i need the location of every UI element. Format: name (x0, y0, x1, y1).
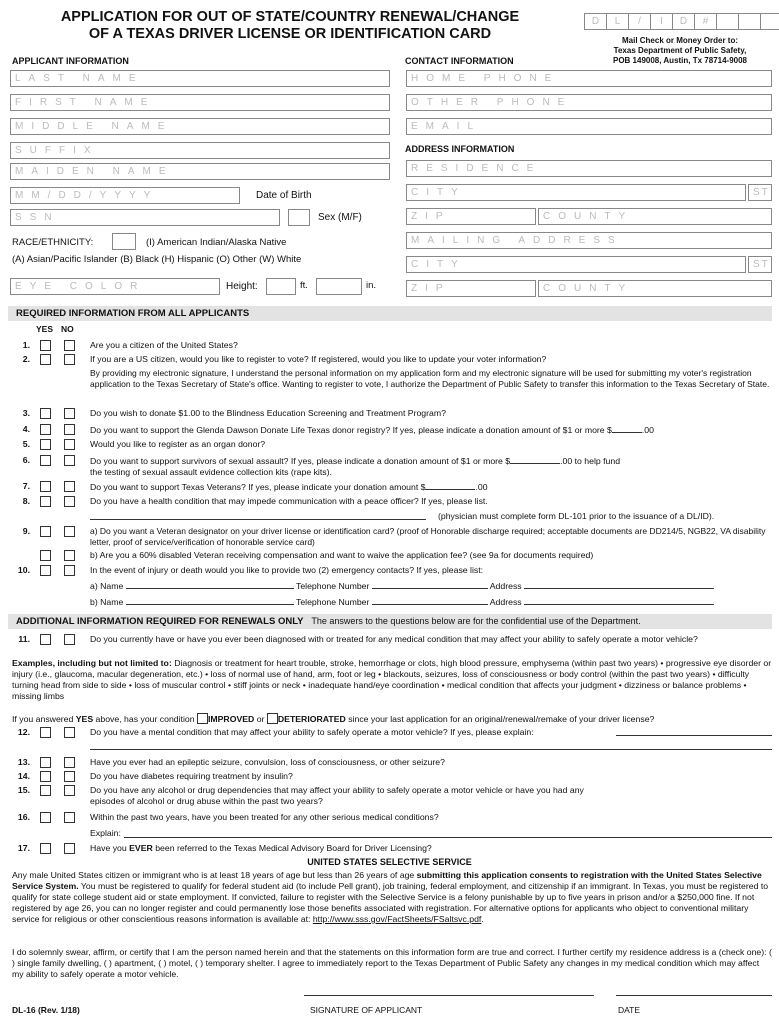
contact-b-phone-field[interactable] (372, 596, 488, 605)
q16-yes-checkbox[interactable] (40, 812, 51, 823)
q16-explain-line[interactable] (124, 837, 772, 838)
dlid-box[interactable]: L (606, 13, 628, 30)
suffix-field[interactable]: SUFFIX (10, 142, 390, 159)
q14-yes-checkbox[interactable] (40, 771, 51, 782)
first-name-field[interactable]: FIRST NAME (10, 94, 390, 111)
q2-no-checkbox[interactable] (64, 354, 75, 365)
contact-a-name-field[interactable] (126, 580, 294, 589)
mailing-zip-field[interactable]: ZIP (406, 280, 536, 297)
home-phone-field[interactable]: HOME PHONE (406, 70, 772, 87)
examples-text: Examples, including but not limited to: Diagnosis or treatment for heart trouble, stroke, hemorrhage or clots, high blood pressure, emphysema (within past two years) • progressive eye disorder or injury (i.e., glaucoma, macular degeneration, etc.) • loss of normal use of hand, arm, foot or leg • blackouts, seizures, loss of consciousness or body control (within the past two years) • difficulty turning head from side to side • loss of muscular control • stiff joints or neck • inadequate hand/eye coordination • medical condition that affects your judgment • dizziness or balance problems • missing limbs (12, 658, 772, 701)
q5-no-checkbox[interactable] (64, 439, 75, 450)
contact-a-address-field[interactable] (524, 580, 714, 589)
middle-name-field[interactable]: MIDDLE NAME (10, 118, 390, 135)
mailing-city-field[interactable]: CITY (406, 256, 746, 273)
oath-text: I do solemnly swear, affirm, or certify that I am the person named herein and that the statements on this information form are true and correct. I further certify my residence address is a (check one): ( ) single family dwelling, ( ) apartment, ( ) motel, ( ) temporary shelter. I agree to immediately report to the Texas Department of Public Safety any changes in my medical condition which may affect my ability to safely operate a motor vehicle. (12, 947, 772, 979)
q1-yes-checkbox[interactable] (40, 340, 51, 351)
dlid-box[interactable]: D (672, 13, 694, 30)
selective-service-heading: UNITED STATES SELECTIVE SERVICE (307, 857, 472, 867)
dlid-box[interactable]: / (628, 13, 650, 30)
q15-no-checkbox[interactable] (64, 785, 75, 796)
q7-amount-field[interactable] (425, 481, 475, 490)
q13-no-checkbox[interactable] (64, 757, 75, 768)
q8-no-checkbox[interactable] (64, 496, 75, 507)
q16-no-checkbox[interactable] (64, 812, 75, 823)
signature-line[interactable] (304, 995, 594, 996)
date-label: DATE (618, 1005, 641, 1015)
yes-label: YES (36, 324, 54, 334)
contact-heading: CONTACT INFORMATION (405, 56, 514, 66)
q10-no-checkbox[interactable] (64, 565, 75, 576)
q7-no-checkbox[interactable] (64, 481, 75, 492)
height-label: Height: (226, 281, 258, 292)
dlid-field[interactable] (584, 13, 779, 30)
ft-label: ft. (300, 280, 308, 291)
sex-field[interactable] (288, 209, 310, 226)
form-title: APPLICATION FOR OUT OF STATE/COUNTRY RENEWAL/CHANGE OF A TEXAS DRIVER LICENSE OR IDENTIFICATION CARD (60, 9, 520, 42)
q3-no-checkbox[interactable] (64, 408, 75, 419)
q9b-no-checkbox[interactable] (64, 550, 75, 561)
q11-yes-checkbox[interactable] (40, 634, 51, 645)
q11-no-checkbox[interactable] (64, 634, 75, 645)
signature-label: SIGNATURE OF APPLICANT (310, 1005, 423, 1015)
mail-address: Mail Check or Money Order to: Texas Department of Public Safety, POB 149008, Austin, Tx 78714-9008 (613, 36, 747, 65)
mailing-address-field[interactable]: MAILING ADDRESS (406, 232, 772, 249)
contact-b-address-field[interactable] (524, 596, 714, 605)
mailing-county-field[interactable]: COUNTY (538, 280, 772, 297)
mailing-state-field[interactable]: ST (748, 256, 772, 273)
q12-yes-checkbox[interactable] (40, 727, 51, 738)
state-field[interactable]: ST (748, 184, 772, 201)
zip-field[interactable]: ZIP (406, 208, 536, 225)
date-line[interactable] (616, 995, 772, 996)
q6-yes-checkbox[interactable] (40, 455, 51, 466)
dob-label: Date of Birth (256, 190, 312, 201)
residence-field[interactable]: RESIDENCE (406, 160, 772, 177)
q17-no-checkbox[interactable] (64, 843, 75, 854)
q2-yes-checkbox[interactable] (40, 354, 51, 365)
height-ft-field[interactable] (266, 278, 296, 295)
dlid-box[interactable]: I (650, 13, 672, 30)
dob-field[interactable]: MM/DD/YYYY (10, 187, 240, 204)
q6-no-checkbox[interactable] (64, 455, 75, 466)
q12-explain-line-2[interactable] (90, 749, 772, 750)
q14-no-checkbox[interactable] (64, 771, 75, 782)
q9a-no-checkbox[interactable] (64, 526, 75, 537)
sss-link[interactable]: http://www.sss.gov/FactSheets/FSaltsvc.pdf (312, 914, 482, 924)
address-heading: ADDRESS INFORMATION (405, 144, 515, 154)
email-field[interactable]: EMAIL (406, 118, 772, 135)
improved-checkbox[interactable] (197, 713, 208, 724)
ssn-field[interactable]: SSN (10, 209, 280, 226)
maiden-name-field[interactable]: MAIDEN NAME (10, 163, 390, 180)
applicant-heading: APPLICANT INFORMATION (12, 56, 129, 66)
q3-yes-checkbox[interactable] (40, 408, 51, 419)
required-heading: REQUIRED INFORMATION FROM ALL APPLICANTS (8, 306, 772, 321)
q4-amount-field[interactable] (612, 424, 642, 433)
dlid-box[interactable] (760, 13, 779, 30)
q15-yes-checkbox[interactable] (40, 785, 51, 796)
condition-status: If you answered YES above, has your condition IMPROVED or DETERIORATED since your last application for an original/renewal/remake of your driver license? (12, 714, 655, 724)
last-name-field[interactable]: LAST NAME (10, 70, 390, 87)
sex-label: Sex (M/F) (318, 212, 362, 223)
q7-yes-checkbox[interactable] (40, 481, 51, 492)
race-label: RACE/ETHNICITY: (12, 237, 94, 248)
q13-yes-checkbox[interactable] (40, 757, 51, 768)
q9b-yes-checkbox[interactable] (40, 550, 51, 561)
q4-no-checkbox[interactable] (64, 424, 75, 435)
dlid-box[interactable]: # (694, 13, 716, 30)
renewals-heading: ADDITIONAL INFORMATION REQUIRED FOR RENEWALS ONLY The answers to the questions below are for the confidential use of the Department. (8, 614, 772, 629)
height-in-field[interactable] (316, 278, 362, 295)
dlid-box[interactable]: D (584, 13, 606, 30)
contact-a-phone-field[interactable] (372, 580, 488, 589)
q12-no-checkbox[interactable] (64, 727, 75, 738)
q12-explain-line[interactable] (616, 735, 772, 736)
form-number: DL-16 (Rev. 1/18) (12, 1005, 80, 1015)
q6-amount-field[interactable] (510, 455, 560, 464)
q5-yes-checkbox[interactable] (40, 439, 51, 450)
q10-yes-checkbox[interactable] (40, 565, 51, 576)
selective-service-text: Any male United States citizen or immigrant who is at least 18 years of age but less than 26 years of age submitting this application consents to registration with the United States Selective Service System. You must be registered to qualify for federal student aid (to include Pell grant), job training, federal employment, and citizenship if an immigrant. In Texas, you must be registered to qualify for state college student aid or state employment. If convicted, failure to register with the Selective Service is a felony punishable by up to five years in prison and/or a $250,000 fine. If not registered by age 26, you can no longer register and could permanently lose those benefits associated with registration. For alternative options for applicants who object to conventional military service for religious or other conscientious reasons information is available at: http://www.sss.gov/FactSheets/FSaltsvc.pdf. (12, 870, 769, 924)
in-label: in. (366, 280, 377, 291)
contact-b-name-field[interactable] (126, 596, 294, 605)
no-label: NO (61, 324, 74, 334)
q1-no-checkbox[interactable] (64, 340, 75, 351)
city-field[interactable]: CITY (406, 184, 746, 201)
q4-yes-checkbox[interactable] (40, 424, 51, 435)
county-field[interactable]: COUNTY (538, 208, 772, 225)
q8-yes-checkbox[interactable] (40, 496, 51, 507)
q8-condition-line[interactable] (90, 519, 426, 520)
q9a-yes-checkbox[interactable] (40, 526, 51, 537)
q17-yes-checkbox[interactable] (40, 843, 51, 854)
dlid-box[interactable] (738, 13, 760, 30)
dlid-box[interactable] (716, 13, 738, 30)
race-option-i: (I) American Indian/Alaska Native (146, 237, 287, 248)
race-options: (A) Asian/Pacific Islander (B) Black (H) Hispanic (O) Other (W) White (12, 254, 302, 265)
deteriorated-checkbox[interactable] (267, 713, 278, 724)
eye-color-field[interactable]: EYE COLOR (10, 278, 220, 295)
other-phone-field[interactable]: OTHER PHONE (406, 94, 772, 111)
race-field[interactable] (112, 233, 136, 250)
